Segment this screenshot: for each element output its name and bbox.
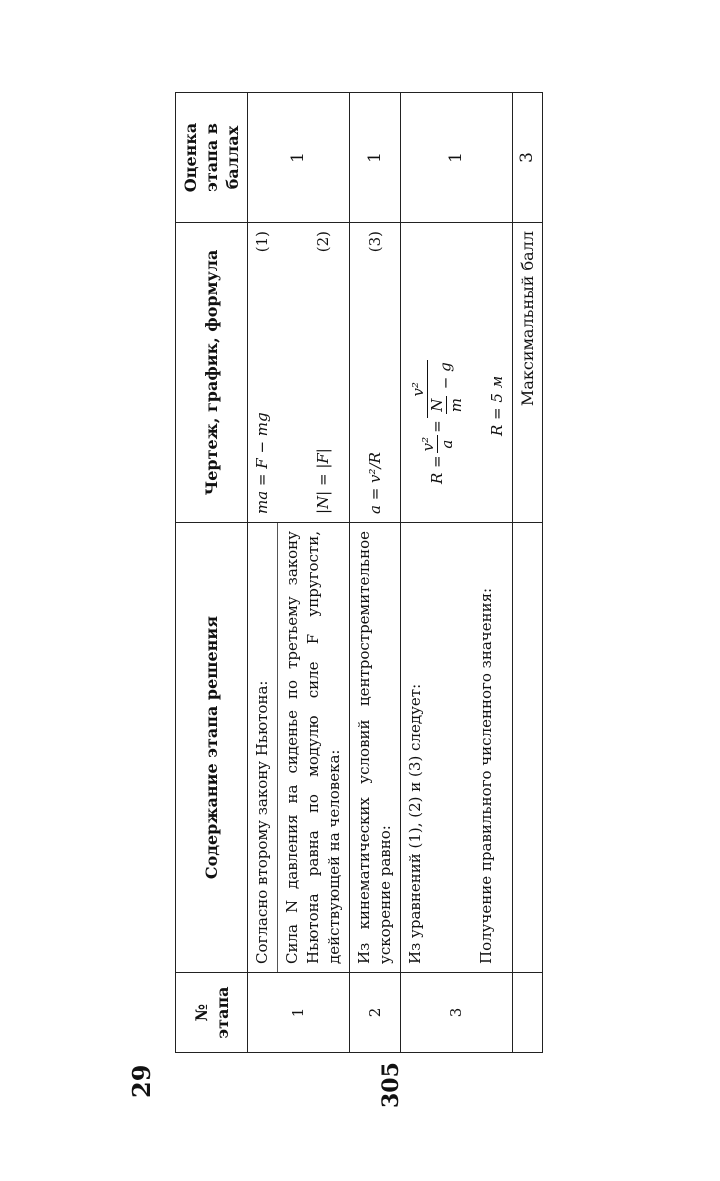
table-row [350,93,401,1053]
formula-line [365,231,386,514]
step-text: Получение правильного численного значения: [477,587,495,964]
max-score: 3 [513,93,543,223]
step-content [248,523,350,973]
formula: a = v²/R [365,452,384,514]
step-text: Из уравнений (1), (2) и (3) следует: [406,683,424,964]
equation-number: (3) [365,231,384,253]
step-number: 1 [248,973,350,1053]
problem-number: 29 [127,1064,156,1098]
formula-line [252,231,273,514]
step-number: 2 [350,973,401,1053]
table-row [401,93,513,1053]
step-formula [248,223,350,523]
step-text: Из кинематических условий центростремительное ускорение равно: [355,531,394,964]
header-row [176,93,248,1053]
fraction: N m [428,398,465,413]
formula-line [313,231,334,514]
total-row [513,93,543,1053]
step-formula [401,223,513,523]
step-text: Согласно второму закону Ньютона: [253,680,271,964]
header-step-number: № этапа [176,973,248,1053]
formula-radius: R = v² a = v² N m − g [409,362,465,484]
formula-result: R = 5 м [488,375,506,436]
step-score: 1 [350,93,401,223]
solution-table [175,92,543,1053]
formula: |N| = |F| [314,448,332,514]
step-number: 3 [401,973,513,1053]
step-formula [350,223,401,523]
header-formula: Чертеж, график, формула [176,223,248,523]
table-row [248,93,350,1053]
max-score-label: Максимальный балл [513,223,543,523]
page-number: 305 [378,1062,404,1108]
step-text: Сила N давления на сиденье по третьему закону Ньютона равна по модулю силе F упругости, действующей на человека: [283,531,343,964]
header-score: Оценка этапа в баллах [176,93,248,223]
equation-number: (2) [314,231,332,253]
equation-number: (1) [253,231,271,253]
step-score: 1 [401,93,513,223]
fraction: v² a [418,436,456,452]
step-content [401,523,513,973]
header-step-content: Содержание этапа решения [176,523,248,973]
fraction: v² N m − g [409,360,465,418]
step-content [350,523,401,973]
step-score: 1 [248,93,350,223]
formula: ma = F − mg [253,412,271,514]
